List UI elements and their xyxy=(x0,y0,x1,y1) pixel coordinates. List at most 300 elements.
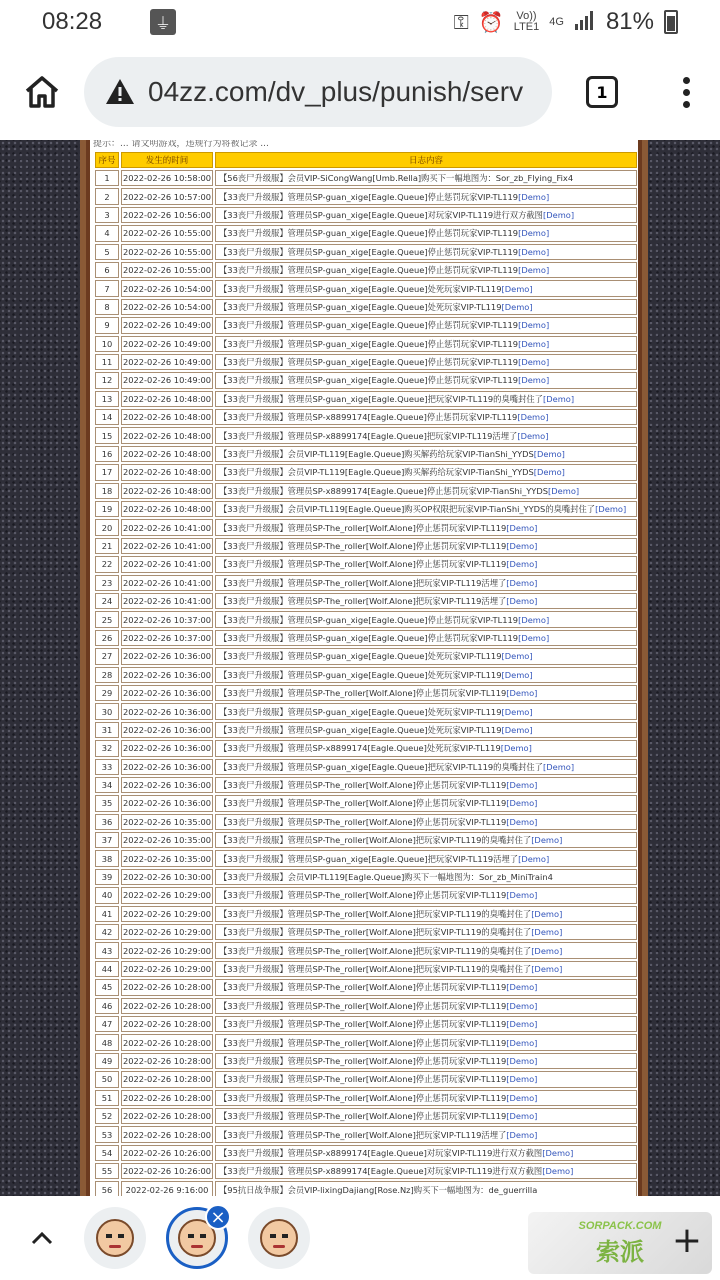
demo-link[interactable]: [Demo] xyxy=(531,927,563,938)
row-content xyxy=(215,464,637,480)
demo-link[interactable]: [Demo] xyxy=(506,798,538,809)
row-message: 【33丧尸升级服】管理员SP-guan_xige[Eagle.Queue]把玩家VIP-TL119活埋了 xyxy=(219,853,519,864)
row-id: 31 xyxy=(95,722,119,738)
table-row xyxy=(95,336,637,352)
row-time: 2022-02-26 10:48:00 xyxy=(121,427,213,443)
tab-thumbnail[interactable] xyxy=(248,1207,310,1269)
row-id: 12 xyxy=(95,372,119,388)
row-content xyxy=(215,961,637,977)
avatar-icon xyxy=(96,1219,134,1257)
row-id: 23 xyxy=(95,575,119,591)
row-content xyxy=(215,777,637,793)
row-content xyxy=(215,759,637,775)
close-tab-button[interactable]: × xyxy=(205,1204,231,1230)
row-content xyxy=(215,942,637,958)
table-row xyxy=(95,998,637,1014)
content-inner xyxy=(90,140,638,1196)
header-content: 日志内容 xyxy=(215,152,637,168)
demo-link[interactable]: [Demo] xyxy=(542,393,575,404)
demo-link[interactable]: [Demo] xyxy=(595,504,627,515)
header-id: 序号 xyxy=(95,152,119,168)
row-time: 2022-02-26 10:26:00 xyxy=(121,1163,213,1179)
row-time: 2022-02-26 10:58:00 xyxy=(121,170,213,186)
row-content xyxy=(215,1108,637,1124)
demo-link[interactable]: [Demo] xyxy=(506,596,538,607)
row-id: 14 xyxy=(95,409,119,425)
row-time: 2022-02-26 10:37:00 xyxy=(121,611,213,627)
home-icon xyxy=(24,75,60,109)
table-row xyxy=(95,814,637,830)
row-id: 20 xyxy=(95,519,119,535)
table-row xyxy=(95,979,637,995)
row-id: 47 xyxy=(95,1016,119,1032)
row-id: 54 xyxy=(95,1145,119,1161)
demo-link[interactable]: [Demo] xyxy=(531,945,563,956)
demo-link[interactable]: [Demo] xyxy=(518,265,550,276)
table-row xyxy=(95,244,637,260)
row-time: 2022-02-26 10:48:00 xyxy=(121,446,213,462)
row-time: 2022-02-26 10:36:00 xyxy=(121,667,213,683)
row-time: 2022-02-26 10:35:00 xyxy=(121,832,213,848)
demo-link[interactable]: [Demo] xyxy=(506,1055,538,1066)
row-content xyxy=(215,556,637,572)
row-message: 【33丧尸升级服】管理员SP-The_roller[Wolf.Alone]停止惩罚玩家VIP-TL119 xyxy=(219,1055,507,1066)
table-row xyxy=(95,795,637,811)
signal-icon xyxy=(574,10,596,35)
url-text[interactable]: 04zz.com/dv_plus/punish/serv xyxy=(148,76,524,107)
row-content xyxy=(215,1163,637,1179)
table-row xyxy=(95,538,637,554)
row-time: 2022-02-26 10:36:00 xyxy=(121,777,213,793)
demo-link[interactable]: [Demo] xyxy=(517,412,549,423)
row-message: 【33丧尸升级服】管理员SP-The_roller[Wolf.Alone]把玩家VIP-TL119的臭嘴封住了 xyxy=(219,945,532,956)
row-time: 2022-02-26 10:55:00 xyxy=(121,244,213,260)
row-time: 2022-02-26 10:41:00 xyxy=(121,519,213,535)
row-id: 32 xyxy=(95,740,119,756)
row-message: 【33丧尸升级服】管理员SP-The_roller[Wolf.Alone]把玩家VIP-TL119活埋了 xyxy=(219,1129,507,1140)
row-id: 34 xyxy=(95,777,119,793)
demo-link[interactable]: [Demo] xyxy=(506,1074,538,1085)
table-row xyxy=(95,262,637,278)
demo-link[interactable]: [Demo] xyxy=(506,1092,538,1103)
row-id: 36 xyxy=(95,814,119,830)
demo-link[interactable]: [Demo] xyxy=(501,706,533,717)
row-id: 29 xyxy=(95,685,119,701)
row-time: 2022-02-26 10:29:00 xyxy=(121,961,213,977)
row-content xyxy=(215,703,637,719)
table-row xyxy=(95,648,637,664)
row-message: 【33丧尸升级服】管理员SP-The_roller[Wolf.Alone]停止惩罚玩家VIP-TL119 xyxy=(219,1037,507,1048)
row-message: 【33丧尸升级服】管理员SP-guan_xige[Eagle.Queue]停止惩罚玩家VIP-TL119 xyxy=(219,320,519,331)
row-content xyxy=(215,336,637,352)
row-id: 3 xyxy=(95,207,119,223)
table-row xyxy=(95,593,637,609)
demo-link[interactable]: [Demo] xyxy=(542,1166,574,1177)
row-content xyxy=(215,244,637,260)
row-message: 【33丧尸升级服】管理员SP-guan_xige[Eagle.Queue]处死玩家VIP-TL119 xyxy=(219,301,502,312)
demo-link[interactable]: [Demo] xyxy=(533,449,565,460)
home-button[interactable] xyxy=(0,44,84,140)
row-content xyxy=(215,575,637,591)
key-icon: ⚿ xyxy=(453,10,469,34)
row-time: 2022-02-26 10:54:00 xyxy=(121,280,213,296)
row-content xyxy=(215,887,637,903)
row-message: 【33丧尸升级服】会员VIP-TL119[Eagle.Queue]购买OP权限把玩家VIP-TianShi_YYDS的臭嘴封住了 xyxy=(219,504,596,515)
url-bar[interactable] xyxy=(84,57,552,127)
row-id: 16 xyxy=(95,446,119,462)
demo-link[interactable]: [Demo] xyxy=(506,816,538,827)
table-header-row xyxy=(95,152,637,168)
demo-link[interactable]: [Demo] xyxy=(501,724,533,735)
row-content xyxy=(215,391,637,407)
demo-link[interactable]: [Demo] xyxy=(506,541,538,551)
row-content xyxy=(215,483,637,499)
row-time: 2022-02-26 10:54:00 xyxy=(121,299,213,315)
network-4g-indicator: 4G xyxy=(549,15,564,28)
row-message: 【33丧尸升级服】会员VIP-TL119[Eagle.Queue]购买下一幅地图为：Sor_zb_MiniTrain4 xyxy=(219,872,553,883)
row-time: 2022-02-26 10:36:00 xyxy=(121,740,213,756)
demo-link[interactable]: [Demo] xyxy=(506,780,538,791)
demo-link[interactable]: [Demo] xyxy=(501,283,533,294)
row-time: 2022-02-26 10:28:00 xyxy=(121,1034,213,1050)
row-id: 28 xyxy=(95,667,119,683)
row-message: 【33丧尸升级服】管理员SP-The_roller[Wolf.Alone]停止惩罚玩家VIP-TL119 xyxy=(219,1074,507,1085)
table-row xyxy=(95,703,637,719)
row-time: 2022-02-26 10:26:00 xyxy=(121,1145,213,1161)
table-row xyxy=(95,906,637,922)
demo-link[interactable]: [Demo] xyxy=(542,1147,574,1158)
row-time: 2022-02-26 9:16:00 xyxy=(121,1181,213,1196)
table-row xyxy=(95,225,637,241)
row-id: 18 xyxy=(95,483,119,499)
demo-link[interactable]: [Demo] xyxy=(506,688,538,699)
table-row xyxy=(95,1053,637,1069)
row-id: 49 xyxy=(95,1053,119,1069)
table-row xyxy=(95,1034,637,1050)
row-time: 2022-02-26 10:41:00 xyxy=(121,556,213,572)
table-row xyxy=(95,630,637,646)
demo-link[interactable]: [Demo] xyxy=(518,338,550,349)
row-content xyxy=(215,648,637,664)
row-id: 41 xyxy=(95,906,119,922)
row-time: 2022-02-26 10:36:00 xyxy=(121,759,213,775)
row-time: 2022-02-26 10:48:00 xyxy=(121,464,213,480)
row-time: 2022-02-26 10:41:00 xyxy=(121,575,213,591)
table-row xyxy=(95,391,637,407)
row-time: 2022-02-26 10:28:00 xyxy=(121,998,213,1014)
row-id: 22 xyxy=(95,556,119,572)
log-table xyxy=(93,150,639,1196)
row-time: 2022-02-26 10:57:00 xyxy=(121,188,213,204)
demo-link[interactable]: [Demo] xyxy=(506,522,538,533)
row-time: 2022-02-26 10:49:00 xyxy=(121,317,213,333)
row-time: 2022-02-26 10:48:00 xyxy=(121,483,213,499)
row-content xyxy=(215,1071,637,1087)
row-message: 【33丧尸升级服】管理员SP-The_roller[Wolf.Alone]停止惩罚玩家VIP-TL119 xyxy=(219,1092,507,1103)
demo-link[interactable]: [Demo] xyxy=(518,320,550,331)
row-id: 38 xyxy=(95,850,119,866)
demo-link[interactable]: [Demo] xyxy=(506,890,538,901)
row-id: 6 xyxy=(95,262,119,278)
row-content xyxy=(215,722,637,738)
demo-link[interactable]: [Demo] xyxy=(501,669,533,680)
row-message: 【33丧尸升级服】管理员SP-The_roller[Wolf.Alone]把玩家VIP-TL119的臭嘴封住了 xyxy=(219,835,532,846)
row-id: 33 xyxy=(95,759,119,775)
demo-link[interactable]: [Demo] xyxy=(542,761,575,772)
status-icons xyxy=(454,8,678,36)
row-message: 【33丧尸升级服】管理员SP-guan_xige[Eagle.Queue]停止惩罚玩家VIP-TL119 xyxy=(219,228,519,239)
demo-link[interactable]: [Demo] xyxy=(518,614,550,625)
new-tab-button[interactable]: + xyxy=(671,1220,702,1261)
row-time: 2022-02-26 10:28:00 xyxy=(121,1016,213,1032)
row-message: 【56丧尸升级服】会员VIP-SiCongWang[Umb.Rella]购买下一幅地图为：Sor_zb_Flying_Fix4 xyxy=(219,173,574,184)
table-row xyxy=(95,501,637,517)
row-time: 2022-02-26 10:36:00 xyxy=(121,685,213,701)
row-message: 【95抗日战争服】会员VIP-lixingDajiang[Rose.Nz]购买下一幅地图为：de_guerrilla xyxy=(219,1184,538,1195)
row-content xyxy=(215,1181,637,1196)
row-content xyxy=(215,667,637,683)
row-message: 【33丧尸升级服】管理员SP-The_roller[Wolf.Alone]停止惩罚玩家VIP-TL119 xyxy=(219,522,507,533)
demo-link[interactable]: [Demo] xyxy=(533,467,565,478)
row-message: 【33丧尸升级服】管理员SP-guan_xige[Eagle.Queue]停止惩罚玩家VIP-TL119 xyxy=(219,632,519,643)
row-id: 51 xyxy=(95,1090,119,1106)
demo-link[interactable]: [Demo] xyxy=(506,982,538,993)
table-row xyxy=(95,409,637,425)
table-row xyxy=(95,924,637,940)
row-content xyxy=(215,280,637,296)
demo-link[interactable]: [Demo] xyxy=(518,375,550,386)
demo-link[interactable]: [Demo] xyxy=(506,1111,538,1122)
demo-link[interactable]: [Demo] xyxy=(500,743,532,754)
table-row xyxy=(95,1016,637,1032)
row-id: 55 xyxy=(95,1163,119,1179)
watermark-main-text: 索派 xyxy=(596,1237,644,1266)
table-row xyxy=(95,942,637,958)
row-id: 37 xyxy=(95,832,119,848)
row-id: 15 xyxy=(95,427,119,443)
row-content xyxy=(215,685,637,701)
demo-link[interactable]: [Demo] xyxy=(518,246,550,257)
demo-link[interactable]: [Demo] xyxy=(518,191,550,202)
row-content xyxy=(215,1034,637,1050)
demo-link[interactable]: [Demo] xyxy=(501,651,533,662)
row-id: 50 xyxy=(95,1071,119,1087)
demo-link[interactable]: [Demo] xyxy=(542,209,575,220)
table-row xyxy=(95,1108,637,1124)
row-id: 11 xyxy=(95,354,119,370)
row-message: 【33丧尸升级服】管理员SP-x8899174[Eagle.Queue]停止惩罚玩家VIP-TianShi_YYDS xyxy=(219,485,549,496)
table-row xyxy=(95,1163,637,1179)
row-message: 【33丧尸升级服】管理员SP-guan_xige[Eagle.Queue]处死玩家VIP-TL119 xyxy=(219,651,502,662)
row-content xyxy=(215,611,637,627)
row-content xyxy=(215,427,637,443)
tab-thumbnail-active[interactable] xyxy=(166,1207,228,1269)
row-message: 【33丧尸升级服】管理员SP-The_roller[Wolf.Alone]停止惩罚玩家VIP-TL119 xyxy=(219,559,507,570)
row-message: 【33丧尸升级服】管理员SP-guan_xige[Eagle.Queue]停止惩罚玩家VIP-TL119 xyxy=(219,338,519,349)
demo-link[interactable]: [Demo] xyxy=(506,1019,538,1030)
row-id: 39 xyxy=(95,869,119,885)
row-message: 【33丧尸升级服】管理员SP-guan_xige[Eagle.Queue]对玩家VIP-TL119进行双方截图 xyxy=(219,209,543,220)
row-time: 2022-02-26 10:49:00 xyxy=(121,336,213,352)
row-content xyxy=(215,207,637,223)
row-id: 19 xyxy=(95,501,119,517)
expand-tabs-button[interactable] xyxy=(0,1230,84,1246)
battery-icon xyxy=(664,10,678,34)
row-id: 35 xyxy=(95,795,119,811)
row-id: 21 xyxy=(95,538,119,554)
row-message: 【33丧尸升级服】会员VIP-TL119[Eagle.Queue]购买解药给玩家VIP-TianShi_YYDS xyxy=(219,449,534,460)
table-row xyxy=(95,887,637,903)
row-content xyxy=(215,1016,637,1032)
row-time: 2022-02-26 10:48:00 xyxy=(121,501,213,517)
row-message: 【33丧尸升级服】管理员SP-x8899174[Eagle.Queue]对玩家VIP-TL119进行双方截图 xyxy=(219,1147,543,1158)
tab-thumbnail[interactable] xyxy=(84,1207,146,1269)
row-id: 9 xyxy=(95,317,119,333)
row-time: 2022-02-26 10:49:00 xyxy=(121,354,213,370)
table-row xyxy=(95,483,637,499)
demo-link[interactable]: [Demo] xyxy=(518,357,550,368)
row-time: 2022-02-26 10:55:00 xyxy=(121,225,213,241)
row-content xyxy=(215,317,637,333)
row-time: 2022-02-26 10:28:00 xyxy=(121,1071,213,1087)
row-id: 42 xyxy=(95,924,119,940)
row-message: 【33丧尸升级服】管理员SP-The_roller[Wolf.Alone]停止惩罚玩家VIP-TL119 xyxy=(219,1019,507,1030)
table-row xyxy=(95,354,637,370)
top-notice: 提示：... 请文明游戏，违规行为将被记录 ... xyxy=(93,140,269,149)
avatar-icon xyxy=(260,1219,298,1257)
row-message: 【33丧尸升级服】管理员SP-guan_xige[Eagle.Queue]处死玩家VIP-TL119 xyxy=(219,669,502,680)
row-content xyxy=(215,740,637,756)
demo-link[interactable]: [Demo] xyxy=(506,1000,538,1011)
row-message: 【33丧尸升级服】管理员SP-guan_xige[Eagle.Queue]停止惩罚玩家VIP-TL119 xyxy=(219,265,519,276)
table-row xyxy=(95,1181,637,1196)
row-id: 45 xyxy=(95,979,119,995)
status-time: 08:28 xyxy=(42,8,103,35)
table-row xyxy=(95,1145,637,1161)
row-message: 【33丧尸升级服】管理员SP-The_roller[Wolf.Alone]把玩家VIP-TL119的臭嘴封住了 xyxy=(219,963,532,974)
row-id: 56 xyxy=(95,1181,119,1196)
row-id: 5 xyxy=(95,244,119,260)
bottom-tab-strip xyxy=(0,1196,720,1280)
row-message: 【33丧尸升级服】管理员SP-x8899174[Eagle.Queue]把玩家VIP-TL119活埋了 xyxy=(219,430,518,441)
row-time: 2022-02-26 10:37:00 xyxy=(121,630,213,646)
battery-percent: 81% xyxy=(605,8,654,35)
table-row xyxy=(95,777,637,793)
row-id: 2 xyxy=(95,188,119,204)
row-time: 2022-02-26 10:29:00 xyxy=(121,942,213,958)
demo-link[interactable]: [Demo] xyxy=(501,301,533,312)
demo-link[interactable]: [Demo] xyxy=(506,559,538,570)
row-message: 【33丧尸升级服】管理员SP-The_roller[Wolf.Alone]停止惩罚玩家VIP-TL119 xyxy=(219,890,507,901)
row-time: 2022-02-26 10:29:00 xyxy=(121,887,213,903)
row-time: 2022-02-26 10:36:00 xyxy=(121,795,213,811)
row-time: 2022-02-26 10:36:00 xyxy=(121,703,213,719)
row-content xyxy=(215,262,637,278)
demo-link[interactable]: [Demo] xyxy=(548,485,580,496)
demo-link[interactable]: [Demo] xyxy=(518,228,550,239)
row-time: 2022-02-26 10:35:00 xyxy=(121,850,213,866)
demo-link[interactable]: [Demo] xyxy=(518,853,550,864)
table-row xyxy=(95,1090,637,1106)
table-row xyxy=(95,170,637,186)
table-row xyxy=(95,1126,637,1142)
row-message: 【33丧尸升级服】管理员SP-The_roller[Wolf.Alone]停止惩罚玩家VIP-TL119 xyxy=(219,1000,507,1011)
table-row xyxy=(95,611,637,627)
menu-dot-icon xyxy=(683,77,690,84)
row-time: 2022-02-26 10:29:00 xyxy=(121,906,213,922)
row-message: 【33丧尸升级服】管理员SP-The_roller[Wolf.Alone]停止惩罚玩家VIP-TL119 xyxy=(219,816,507,827)
table-row xyxy=(95,446,637,462)
row-time: 2022-02-26 10:41:00 xyxy=(121,593,213,609)
row-content xyxy=(215,832,637,848)
row-content xyxy=(215,906,637,922)
row-id: 26 xyxy=(95,630,119,646)
row-message: 【33丧尸升级服】管理员SP-x8899174[Eagle.Queue]处死玩家VIP-TL119 xyxy=(219,743,501,754)
row-id: 8 xyxy=(95,299,119,315)
demo-link[interactable]: [Demo] xyxy=(518,632,550,643)
demo-link[interactable]: [Demo] xyxy=(517,430,549,441)
row-time: 2022-02-26 10:28:00 xyxy=(121,979,213,995)
volte-indicator: Vo)) LTE1 xyxy=(513,10,540,33)
row-content xyxy=(215,409,637,425)
demo-link[interactable]: [Demo] xyxy=(531,963,563,974)
row-content xyxy=(215,225,637,241)
demo-link[interactable]: [Demo] xyxy=(531,835,563,846)
demo-link[interactable]: [Demo] xyxy=(506,1129,538,1140)
table-row xyxy=(95,280,637,296)
overflow-menu-button[interactable] xyxy=(652,44,720,140)
table-row xyxy=(95,317,637,333)
row-id: 24 xyxy=(95,593,119,609)
demo-link[interactable]: [Demo] xyxy=(506,577,538,588)
web-page[interactable] xyxy=(0,140,720,1196)
row-id: 25 xyxy=(95,611,119,627)
tab-switcher-button[interactable] xyxy=(552,44,652,140)
row-message: 【33丧尸升级服】管理员SP-guan_xige[Eagle.Queue]停止惩罚玩家VIP-TL119 xyxy=(219,246,519,257)
row-time: 2022-02-26 10:28:00 xyxy=(121,1126,213,1142)
demo-link[interactable]: [Demo] xyxy=(531,908,563,919)
row-id: 53 xyxy=(95,1126,119,1142)
demo-link[interactable]: [Demo] xyxy=(506,1037,538,1048)
row-message: 【33丧尸升级服】管理员SP-x8899174[Eagle.Queue]停止惩罚玩家VIP-TL119 xyxy=(219,412,518,423)
row-content xyxy=(215,593,637,609)
row-message: 【33丧尸升级服】管理员SP-guan_xige[Eagle.Queue]处死玩家VIP-TL119 xyxy=(219,706,502,717)
row-content xyxy=(215,979,637,995)
table-row xyxy=(95,575,637,591)
row-message: 【33丧尸升级服】管理员SP-The_roller[Wolf.Alone]停止惩罚玩家VIP-TL119 xyxy=(219,1111,507,1122)
row-content xyxy=(215,795,637,811)
row-time: 2022-02-26 10:35:00 xyxy=(121,814,213,830)
row-content xyxy=(215,998,637,1014)
table-row xyxy=(95,759,637,775)
row-message: 【33丧尸升级服】管理员SP-The_roller[Wolf.Alone]把玩家VIP-TL119活埋了 xyxy=(219,596,507,607)
table-row xyxy=(95,556,637,572)
row-message: 【33丧尸升级服】管理员SP-The_roller[Wolf.Alone]停止惩罚玩家VIP-TL119 xyxy=(219,780,507,791)
row-message: 【33丧尸升级服】管理员SP-guan_xige[Eagle.Queue]停止惩罚玩家VIP-TL119 xyxy=(219,614,519,625)
content-frame xyxy=(80,140,648,1196)
row-time: 2022-02-26 10:29:00 xyxy=(121,924,213,940)
row-message: 【33丧尸升级服】管理员SP-x8899174[Eagle.Queue]对玩家VIP-TL119进行双方截图 xyxy=(219,1166,543,1177)
row-message: 【33丧尸升级服】管理员SP-The_roller[Wolf.Alone]把玩家VIP-TL119的臭嘴封住了 xyxy=(219,908,532,919)
table-row xyxy=(95,832,637,848)
row-content xyxy=(215,188,637,204)
row-content xyxy=(215,372,637,388)
warning-icon[interactable] xyxy=(104,76,136,108)
row-id: 52 xyxy=(95,1108,119,1124)
row-time: 2022-02-26 10:28:00 xyxy=(121,1090,213,1106)
row-message: 【33丧尸升级服】管理员SP-guan_xige[Eagle.Queue]停止惩罚玩家VIP-TL119 xyxy=(219,191,519,202)
table-row xyxy=(95,188,637,204)
